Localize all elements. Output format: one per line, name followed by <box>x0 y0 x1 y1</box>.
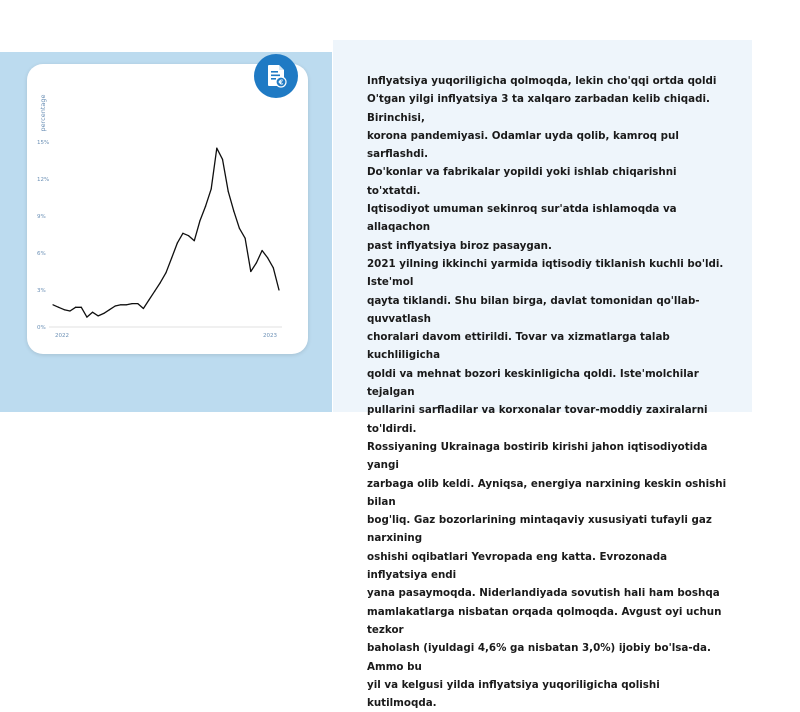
data-point <box>120 304 121 305</box>
data-point <box>52 304 53 305</box>
article-line: bog'liq. Gaz bozorlarining mintaqaviy xususiyati tufayli gaz narxining <box>367 514 712 545</box>
document-euro-icon-glyph <box>261 61 291 91</box>
article-line: zarbaga olib keldi. Ayniqsa, energiya narxining keskin oshishi bilan <box>367 477 727 508</box>
data-point <box>182 233 183 234</box>
data-point <box>267 257 268 258</box>
article-text <box>367 72 727 712</box>
article-line: Rossiyaning Ukrainaga bostirib kirishi jahon iqtisodiyotida yangi <box>367 440 708 472</box>
x-tick-label: 2022 <box>55 333 69 339</box>
data-point <box>239 228 240 229</box>
data-point <box>109 309 110 310</box>
article-headline: Inflyatsiya yuqoriligicha qolmoqda, lekin cho'qqi ortda qoldi <box>367 75 717 87</box>
article-line: O'tgan yilgi inflyatsiya 3 ta xalqaro zarbadan kelib chiqadi. Birinchisi, <box>367 93 710 124</box>
data-point <box>160 282 161 283</box>
data-point <box>199 220 200 221</box>
data-point <box>250 271 251 272</box>
data-point <box>194 240 195 241</box>
x-tick-label: 2023 <box>263 333 277 339</box>
article-line: Do'konlar va fabrikalar yopildi yoki ishlab chiqarishni to'xtatdi. <box>367 166 677 197</box>
data-point <box>64 309 65 310</box>
y-tick-label: 0% <box>37 325 46 331</box>
article-line: past inflyatsiya biroz pasaygan. <box>367 239 552 252</box>
data-point <box>245 238 246 239</box>
article-line: mamlakatlarga nisbatan orqada qolmoqda. Avgust oyi uchun tezkor <box>367 605 722 636</box>
article-line: choralari davom ettirildi. Tovar va xizmatlarga talab kuchliligicha <box>367 331 670 362</box>
article-line: qoldi va mehnat bozori keskinligicha qoldi. Iste'molchilar tejalgan <box>367 367 699 399</box>
data-point <box>69 310 70 311</box>
y-axis-ticks <box>37 140 49 331</box>
data-point <box>205 206 206 207</box>
data-point <box>211 188 212 189</box>
data-point <box>222 159 223 160</box>
x-axis-ticks <box>55 333 277 339</box>
article-line: Iqtisodiyot umuman sekinroq sur'atda ishlamoqda va allaqachon <box>367 203 677 234</box>
article-line: oshishi oqibatlari Yevropada eng katta. Evrozonada inflyatsiya endi <box>367 550 668 582</box>
data-point <box>75 307 76 308</box>
article-line: pullarini sarfladilar va korxonalar tovar-moddiy zaxiralarni to'ldirdi. <box>367 404 708 435</box>
article-line: baholash (iyuldagi 4,6% ga nisbatan 3,0%) ijobiy bo'lsa-da. Ammo bu <box>367 642 711 673</box>
data-point <box>98 315 99 316</box>
data-point <box>132 303 133 304</box>
article-line: 2021 yilning ikkinchi yarmida iqtisodiy tiklanish kuchli bo'ldi. Iste'mol <box>367 257 724 289</box>
data-point <box>154 291 155 292</box>
data-point <box>115 305 116 306</box>
data-point <box>228 191 229 192</box>
chart-card <box>27 64 308 354</box>
data-point <box>233 210 234 211</box>
y-tick-label: 12% <box>37 177 50 183</box>
data-point <box>171 257 172 258</box>
inflation-line-chart <box>27 64 308 354</box>
data-point <box>126 304 127 305</box>
data-point <box>177 243 178 244</box>
series-line <box>53 148 279 317</box>
data-point <box>278 289 279 290</box>
chart-series <box>52 148 279 318</box>
y-tick-label: 9% <box>37 214 46 220</box>
data-point <box>273 267 274 268</box>
data-point <box>81 307 82 308</box>
y-tick-label: 3% <box>37 288 46 294</box>
data-point <box>137 303 138 304</box>
svg-text:€: € <box>278 78 284 87</box>
article-line: yil va kelgusi yilda inflyatsiya yuqoriligicha qolishi kutilmoqda. <box>367 678 660 710</box>
data-point <box>92 312 93 313</box>
data-point <box>86 317 87 318</box>
data-point <box>261 250 262 251</box>
data-point <box>188 235 189 236</box>
y-tick-label: 15% <box>37 140 50 146</box>
y-tick-label: 6% <box>37 251 46 257</box>
y-axis-label: percentage <box>39 94 47 132</box>
article-line: korona pandemiyasi. Odamlar uyda qolib, kamroq pul sarflashdi. <box>367 129 679 161</box>
data-point <box>103 313 104 314</box>
document-euro-icon[interactable] <box>254 54 298 98</box>
article-line: qayta tiklandi. Shu bilan birga, davlat tomonidan qo'llab-quvvatlash <box>367 294 700 325</box>
data-point <box>148 299 149 300</box>
data-point <box>216 148 217 149</box>
data-point <box>143 308 144 309</box>
data-point <box>58 307 59 308</box>
article-line: yana pasaymoqda. Niderlandiyada sovutish hali ham boshqa <box>367 587 720 600</box>
data-point <box>256 262 257 263</box>
data-point <box>165 272 166 273</box>
